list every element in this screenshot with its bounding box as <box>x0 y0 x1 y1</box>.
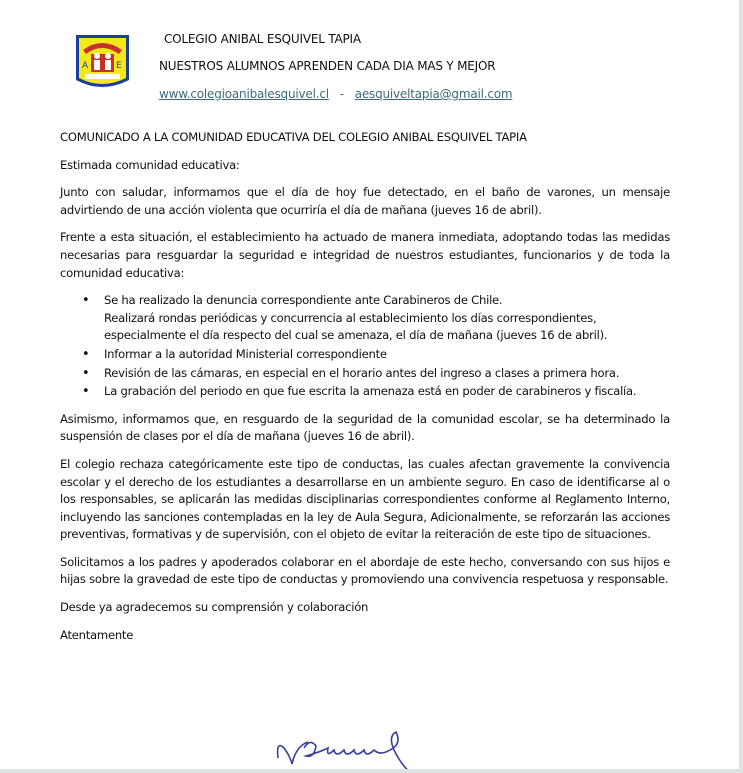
separator: - <box>339 87 344 101</box>
letter-body <box>60 129 670 654</box>
measures-list <box>60 292 670 401</box>
email-link[interactable]: aesquiveltapia@gmail.com <box>354 87 513 101</box>
svg-text:A: A <box>82 61 89 71</box>
svg-text:E: E <box>116 61 122 71</box>
list-item: • Revisión de las cámaras, en especial en el horario antes del ingreso a clases a primera hora. <box>104 365 670 383</box>
paragraph-4: El colegio rechaza categóricamente este tipo de conductas, las cuales afectan gravemente la convivencia escolar y el derecho de los estudiantes a desarrollarse en un ambiente seguro. En caso de identificarse al o los responsables, se aplicarán las medidas disciplinarias correspondientes conforme al Reglamento Interno, incluyendo las sanciones contempladas en la ley de Aula Segura, Adicionalmente, se reforzarán las acciones preventivas, formativas y de supervisión, con el objeto de evitar la reiteración de este tipo de situaciones. <box>60 456 670 542</box>
signature <box>270 726 470 771</box>
closing: Atentamente <box>60 627 134 642</box>
viewer-edge-bottom <box>0 769 743 773</box>
viewer-edge-right <box>739 0 743 773</box>
list-item: • Se ha realizado la denuncia correspondiente ante Carabineros de Chile. Realizará rondas periódicas y concurrencia al establecimiento los días correspondientes, especialmente el día respecto del cual se amenaza, el día de mañana (jueves 16 de abril). <box>104 292 670 345</box>
school-name: COLEGIO ANIBAL ESQUIVEL TAPIA <box>164 32 361 46</box>
school-motto: NUESTROS ALUMNOS APRENDEN CADA DIA MAS Y MEJOR <box>159 59 496 73</box>
contact-line <box>159 87 512 101</box>
paragraph-3: Asimismo, informamos que, en resguardo de la seguridad de la comunidad escolar, se ha determinado la suspensión de clases por el día de mañana (jueves 16 de abril). <box>60 411 670 444</box>
paragraph-6: Desde ya agradecemos su comprensión y colaboración <box>60 600 369 615</box>
list-item-continuation: Realizará rondas periódicas y concurrencia al establecimiento los días correspondientes, especialmente el día respecto del cual se amenaza, el día de mañana (jueves 16 de abril). <box>104 310 608 343</box>
website-link[interactable]: www.colegioanibalesquivel.cl <box>159 87 329 101</box>
school-logo <box>75 34 130 92</box>
paragraph-2: Frente a esta situación, el establecimiento ha actuado de manera inmediata, adoptando todas las medidas necesarias para resguardar la seguridad e integridad de nuestros estudiantes, funcionarios y de toda la comunidad educativa: <box>60 230 670 280</box>
list-item: • La grabación del periodo en que fue escrita la amenaza está en poder de carabineros y fiscalía. <box>104 383 670 401</box>
list-item: • Informar a la autoridad Ministerial correspondiente <box>104 346 670 364</box>
paragraph-1: Junto con saludar, informamos que el día de hoy fue detectado, en el baño de varones, un mensaje advirtiendo de una acción violenta que ocurriría el día de mañana (jueves 16 de abril). <box>60 185 670 217</box>
paragraph-5: Solicitamos a los padres y apoderados colaborar en el abordaje de este hecho, conversando con sus hijos e hijas sobre la gravedad de este tipo de conductas y promoviendo una convivencia respetuosa y responsable. <box>60 554 670 587</box>
letter-title: COMUNICADO A LA COMUNIDAD EDUCATIVA DEL COLEGIO ANIBAL ESQUIVEL TAPIA <box>60 130 527 144</box>
greeting: Estimada comunidad educativa: <box>60 157 240 172</box>
